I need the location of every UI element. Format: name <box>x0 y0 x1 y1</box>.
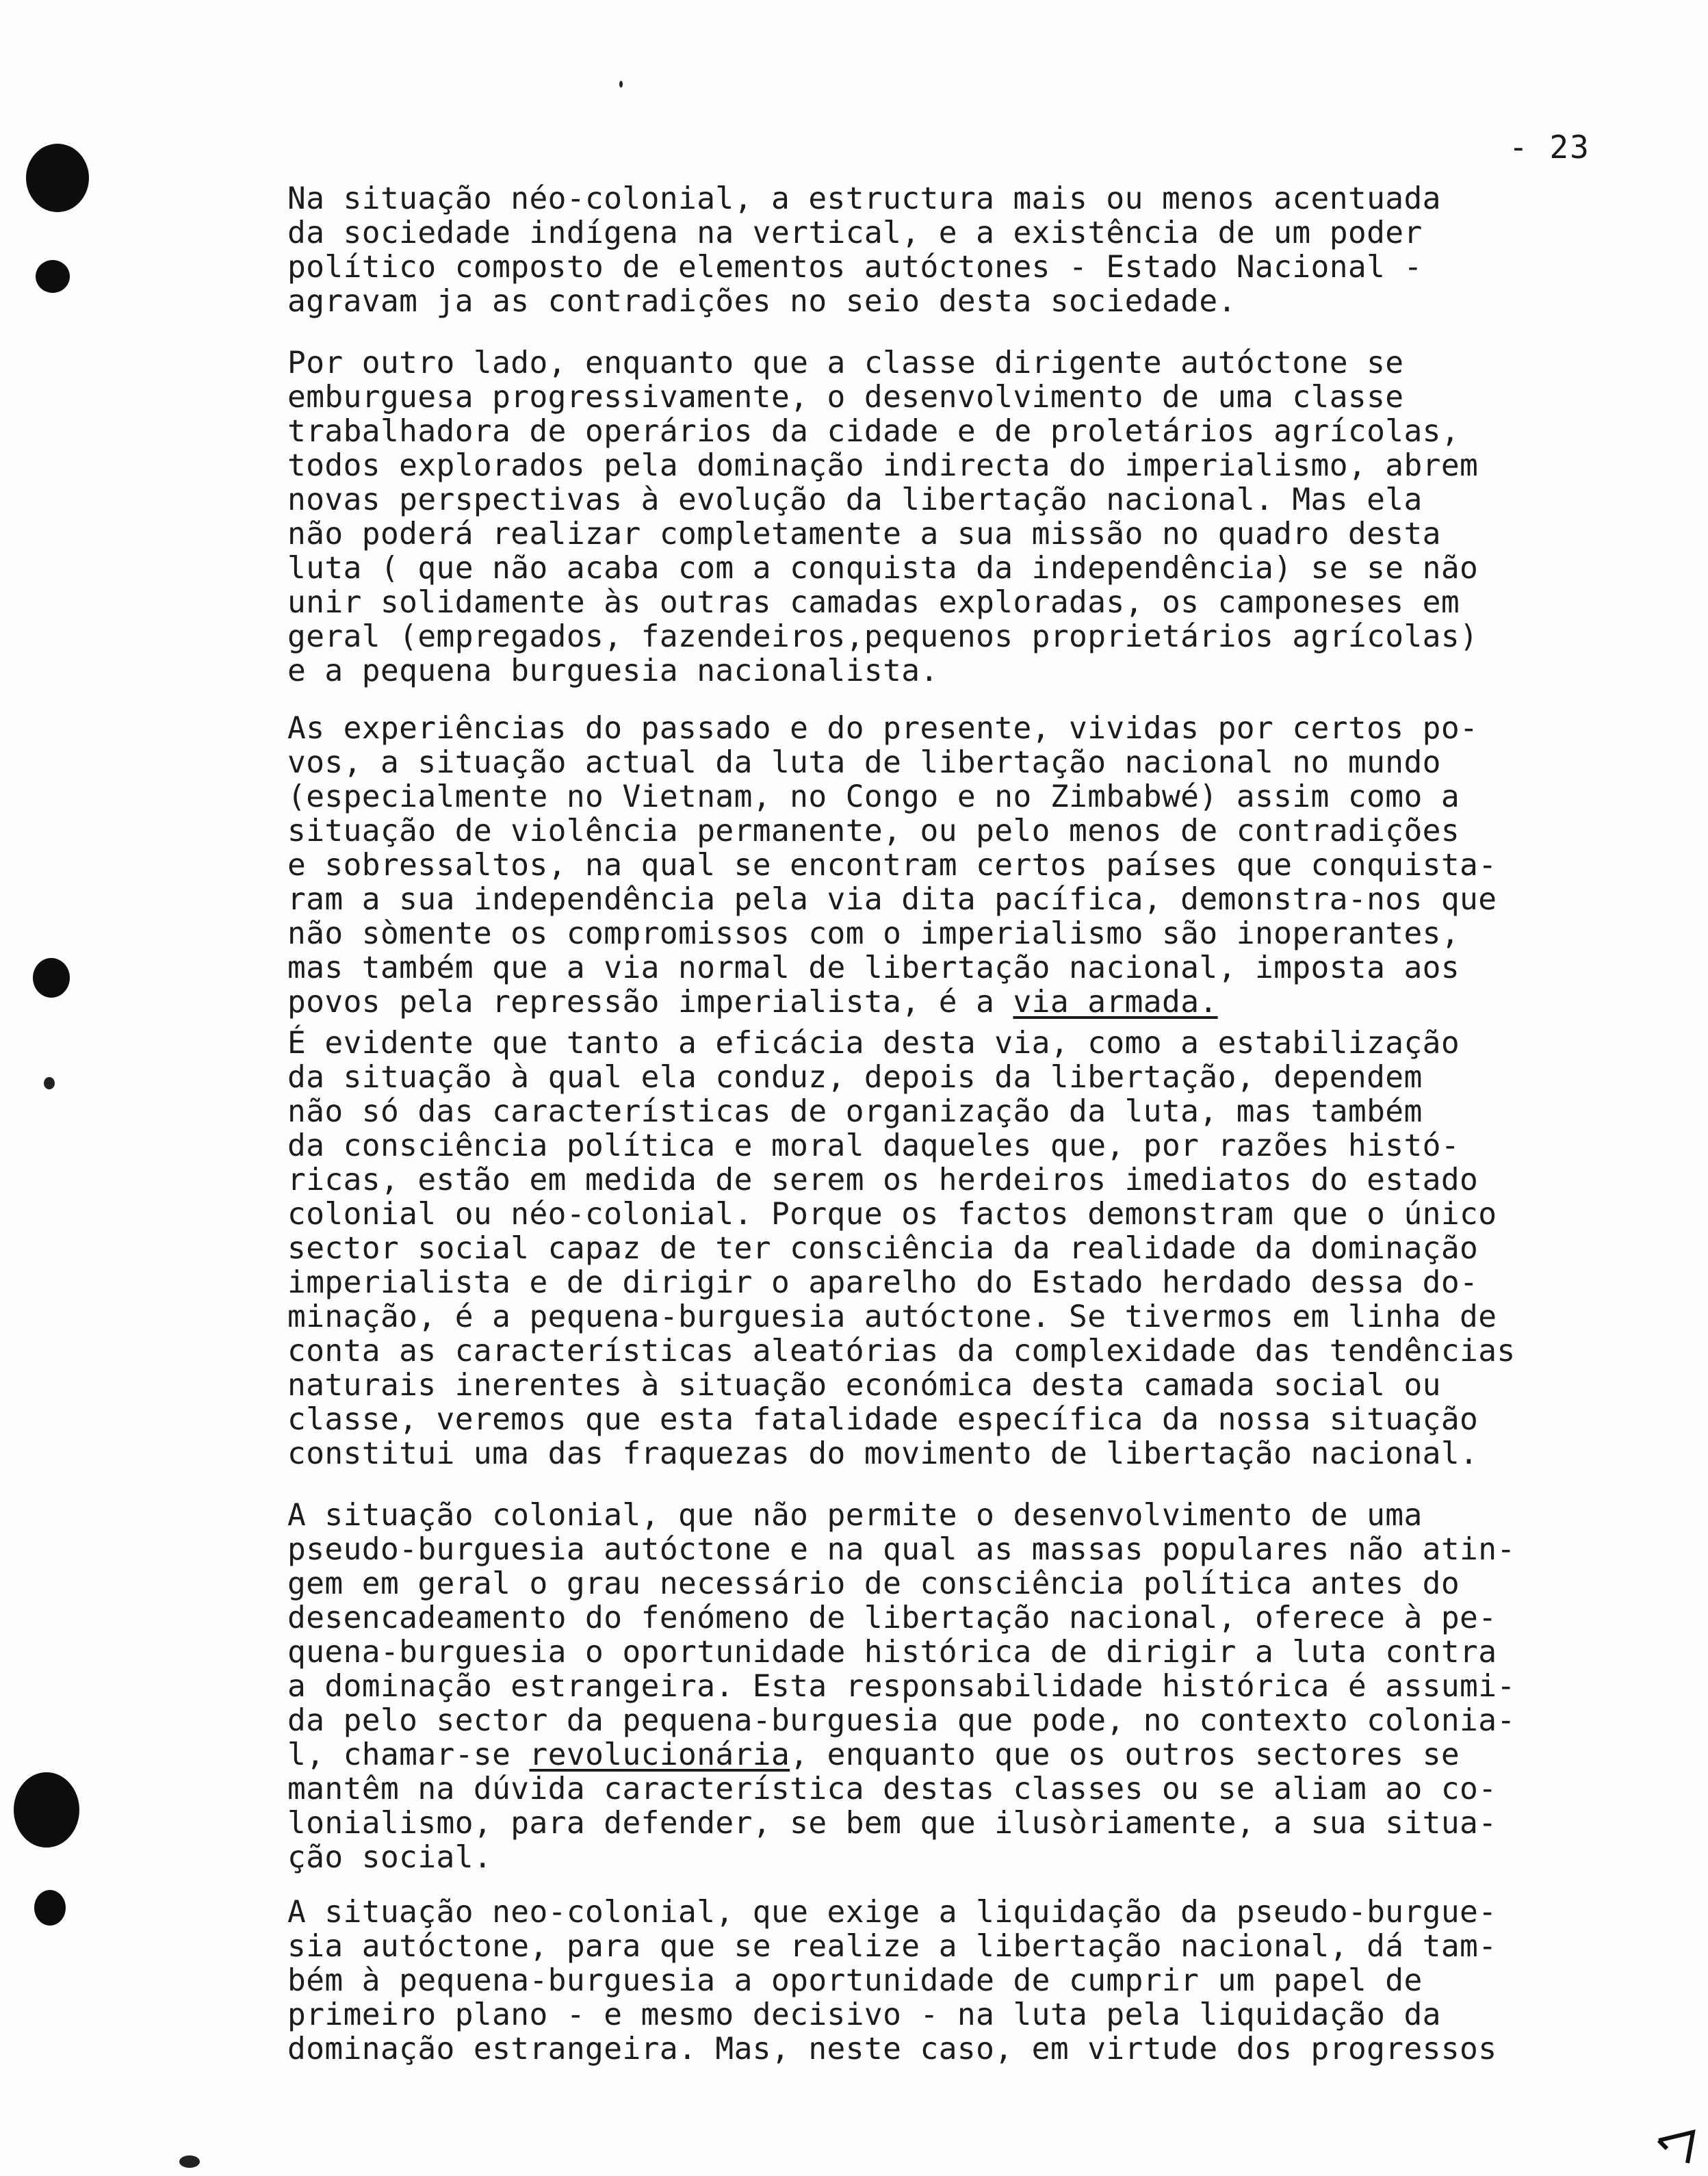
speck-2 <box>179 2155 200 2168</box>
text-fragment: povos pela repressão imperialista, é a <box>287 985 1013 1020</box>
text-line: dominação estrangeira. Mas, neste caso, em virtude dos progressos <box>287 2032 1497 2067</box>
text-line: ricas, estão em medida de serem os herdeiros imediatos do estado <box>287 1163 1479 1197</box>
text-line: emburguesa progressivamente, o desenvolvimento de uma classe <box>287 380 1404 415</box>
page-number: - 23 <box>1509 129 1590 166</box>
text-line: A situação colonial, que não permite o desenvolvimento de uma <box>287 1498 1423 1533</box>
underlined-phrase: via armada. <box>1013 985 1218 1020</box>
text-line: Por outro lado, enquanto que a classe dirigente autóctone se <box>287 346 1404 380</box>
punch-hole-4 <box>14 1772 79 1848</box>
text-line: conta as características aleatórias da complexidade das tendências <box>287 1334 1516 1369</box>
text-line: minação, é a pequena-burguesia autóctone. Se tivermos em linha de <box>287 1299 1497 1334</box>
text-line: trabalhadora de operários da cidade e de proletários agrícolas, <box>287 414 1460 449</box>
text-line: gem em geral o grau necessário de consciência política antes do <box>287 1566 1460 1601</box>
text-line: da situação à qual ela conduz, depois da libertação, dependem <box>287 1060 1423 1095</box>
corner-curl-mark <box>1652 2125 1700 2166</box>
text-line: unir solidamente às outras camadas exploradas, os camponeses em <box>287 585 1460 620</box>
text-line: todos explorados pela dominação indirecta do imperialismo, abrem <box>287 448 1479 483</box>
text-line: lonialismo, para defender, se bem que ilusòriamente, a sua situa- <box>287 1806 1497 1841</box>
text-line: classe, veremos que esta fatalidade específica da nossa situação <box>287 1402 1479 1437</box>
text-line: sector social capaz de ter consciência da realidade da dominação <box>287 1231 1479 1266</box>
text-line: agravam ja as contradições no seio desta sociedade. <box>287 284 1237 319</box>
text-line: constitui uma das fraquezas do movimento de libertação nacional. <box>287 1436 1479 1471</box>
paragraph-4 <box>287 1026 1649 1471</box>
punch-hole-2 <box>36 260 70 293</box>
text-fragment: l, chamar-se <box>287 1737 530 1772</box>
text-line: e a pequena burguesia nacionalista. <box>287 653 939 688</box>
punch-hole-1 <box>26 144 89 212</box>
text-line: novas perspectivas à evolução da libertação nacional. Mas ela <box>287 482 1423 517</box>
text-line: (especialmente no Vietnam, no Congo e no Zimbabwé) assim como a <box>287 779 1460 814</box>
text-line: A situação neo-colonial, que exige a liquidação da pseudo-burgue- <box>287 1895 1497 1930</box>
text-line: Na situação néo-colonial, a estructura mais ou menos acentuada <box>287 181 1441 216</box>
text-line: e sobressaltos, na qual se encontram certos países que conquista- <box>287 848 1497 883</box>
text-line-with-underline <box>287 1738 1649 1772</box>
speck-3 <box>619 81 623 88</box>
text-line: ção social. <box>287 1840 493 1875</box>
paragraph-1 <box>287 182 1649 319</box>
paragraph-5 <box>287 1499 1649 1875</box>
text-line: da pelo sector da pequena-burguesia que pode, no contexto coloniа- <box>287 1703 1516 1738</box>
text-line: situação de violência permanente, ou pelo menos de contradições <box>287 814 1460 849</box>
text-line: não sòmente os compromissos com o imperialismo são inoperantes, <box>287 916 1460 951</box>
text-line: sia autóctone, para que se realize a libertação nacional, dá tam- <box>287 1929 1497 1964</box>
text-line: bém à pequena-burguesia a oportunidade de cumprir um papel de <box>287 1963 1423 1998</box>
text-line: geral (empregados, fazendeiros,pequenos proprietários agrícolas) <box>287 619 1479 654</box>
text-line: primeiro plano - e mesmo decisivo - na luta pela liquidação da <box>287 1997 1441 2032</box>
text-line: naturais inerentes à situação económica desta camada social ou <box>287 1368 1441 1403</box>
text-line: pseudo-burguesia autóctone e na qual as massas populares não atin- <box>287 1532 1516 1567</box>
punch-hole-5 <box>34 1890 66 1926</box>
text-line: vos, a situação actual da luta de libertação nacional no mundo <box>287 745 1441 780</box>
text-line: da sociedade indígena na vertical, e a existência de um poder <box>287 216 1423 250</box>
text-line: desencadeamento do fenómeno de libertação nacional, oferece à pe- <box>287 1601 1497 1635</box>
text-line: mas também que a via normal de libertação nacional, imposta aos <box>287 950 1460 985</box>
text-line: As experiências do passado e do presente, vividas por certos po- <box>287 711 1479 746</box>
text-line: não poderá realizar completamente a sua missão no quadro desta <box>287 517 1441 552</box>
text-line: a dominação estrangeira. Esta responsabilidade histórica é assumi- <box>287 1669 1516 1704</box>
underlined-word: revolucionária <box>529 1737 790 1772</box>
speck-1 <box>44 1077 55 1089</box>
text-line: É evidente que tanto a eficácia desta via, como a estabilização <box>287 1026 1460 1061</box>
text-line: luta ( que não acaba com a conquista da independência) se se não <box>287 551 1479 586</box>
text-line-with-underline <box>287 985 1649 1020</box>
text-line: imperialista e de dirigir o aparelho do Estado herdado dessa do- <box>287 1265 1479 1300</box>
text-line: da consciência política e moral daqueles que, por razões histó- <box>287 1128 1460 1163</box>
text-line: mantêm na dúvida característica destas classes ou se aliam ao co- <box>287 1772 1497 1806</box>
text-line: colonial ou néo-colonial. Porque os factos demonstram que o único <box>287 1197 1497 1232</box>
paragraph-3 <box>287 712 1649 1020</box>
paragraph-6 <box>287 1895 1649 2067</box>
paragraph-2 <box>287 346 1649 688</box>
punch-hole-3 <box>33 958 70 998</box>
text-line: político composto de elementos autóctones - Estado Nacional - <box>287 250 1423 285</box>
text-line: ram a sua independência pela via dita pacífica, demonstra-nos que <box>287 882 1497 917</box>
text-fragment: , enquanto que os outros sectores se <box>790 1737 1460 1772</box>
text-line: quena-burguesia o oportunidade histórica de dirigir a luta contra <box>287 1635 1497 1670</box>
text-line: não só das características de organização da luta, mas também <box>287 1094 1423 1129</box>
